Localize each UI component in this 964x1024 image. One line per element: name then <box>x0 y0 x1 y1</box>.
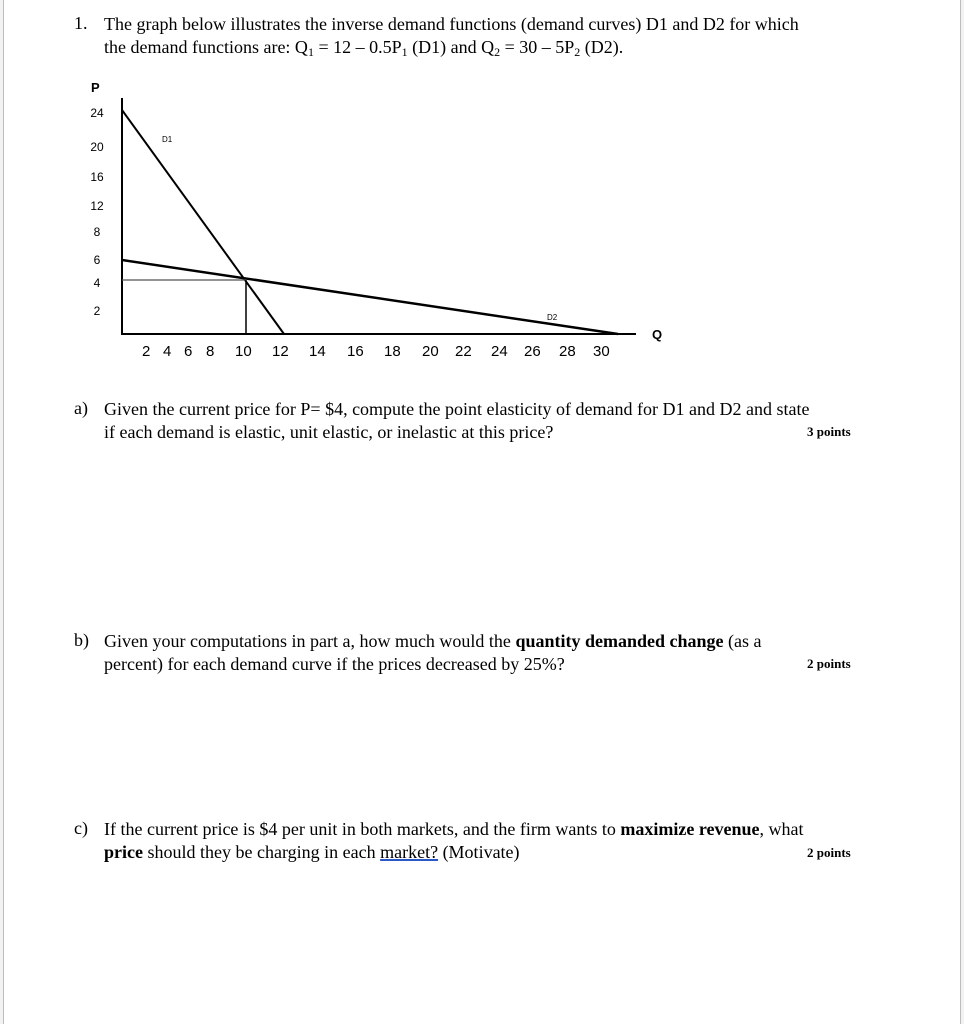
x-tick-16: 16 <box>347 343 364 360</box>
d1-label: D1 <box>162 135 173 144</box>
y-axis-label: P <box>91 80 100 95</box>
x-tick-28: 28 <box>559 343 576 360</box>
x-tick-6: 6 <box>184 343 193 360</box>
part-b-line-1: Given your computations in part a, how much would the quantity demanded change (as a <box>104 631 762 651</box>
part-a-points: 3 points <box>807 424 851 439</box>
y-tick-6: 6 <box>93 253 101 267</box>
question-line-1: The graph below illustrates the inverse demand functions (demand curves) D1 and D2 for which <box>104 14 799 34</box>
part-c-line-1: If the current price is $4 per unit in both markets, and the firm wants to maximize revenue, what <box>104 819 804 839</box>
x-tick-2: 2 <box>142 343 151 360</box>
document-page <box>3 0 961 1024</box>
x-tick-18: 18 <box>384 343 401 360</box>
part-c-points: 2 points <box>807 845 851 860</box>
question-line-2: the demand functions are: $Q_1 = 12 - 0.5P_1$ (D1) and $Q_2 = 30 - 5P_2$ (D2). <box>104 37 624 59</box>
d2-label: D2 <box>547 313 558 322</box>
d2-curve <box>122 260 618 334</box>
x-tick-24: 24 <box>491 343 508 360</box>
y-tick-8: 8 <box>93 225 101 239</box>
y-tick-20: 20 <box>90 140 104 154</box>
x-tick-26: 26 <box>524 343 541 360</box>
part-b-points: 2 points <box>807 656 851 671</box>
part-a-line-2: if each demand is elastic, unit elastic, or inelastic at this price? <box>104 422 554 442</box>
x-tick-4: 4 <box>163 343 172 360</box>
x-tick-30: 30 <box>593 343 610 360</box>
d1-curve <box>122 110 284 334</box>
part-c-line-2: price should they be charging in each market? (Motivate) <box>104 842 520 862</box>
y-tick-4: 4 <box>93 276 101 290</box>
part-b-line-2: percent) for each demand curve if the prices decreased by 25%? <box>104 654 565 674</box>
x-tick-12: 12 <box>272 343 289 360</box>
x-tick-10: 10 <box>235 343 252 360</box>
x-tick-14: 14 <box>309 343 326 360</box>
demand-chart <box>4 0 960 380</box>
part-a-line-1: Given the current price for P= $4, compute the point elasticity of demand for D1 and D2 and state <box>104 399 810 419</box>
x-tick-20: 20 <box>422 343 439 360</box>
part-a-letter: a) <box>74 398 88 418</box>
y-tick-24: 24 <box>90 106 104 120</box>
y-tick-12: 12 <box>90 199 104 213</box>
x-tick-8: 8 <box>206 343 215 360</box>
part-b-letter: b) <box>74 630 89 650</box>
y-tick-16: 16 <box>90 170 104 184</box>
y-tick-2: 2 <box>93 304 101 318</box>
market-link[interactable]: market? <box>380 842 439 862</box>
part-c-letter: c) <box>74 818 88 838</box>
x-axis-label: Q <box>652 327 663 342</box>
x-tick-22: 22 <box>455 343 472 360</box>
question-number: 1. <box>74 13 88 33</box>
